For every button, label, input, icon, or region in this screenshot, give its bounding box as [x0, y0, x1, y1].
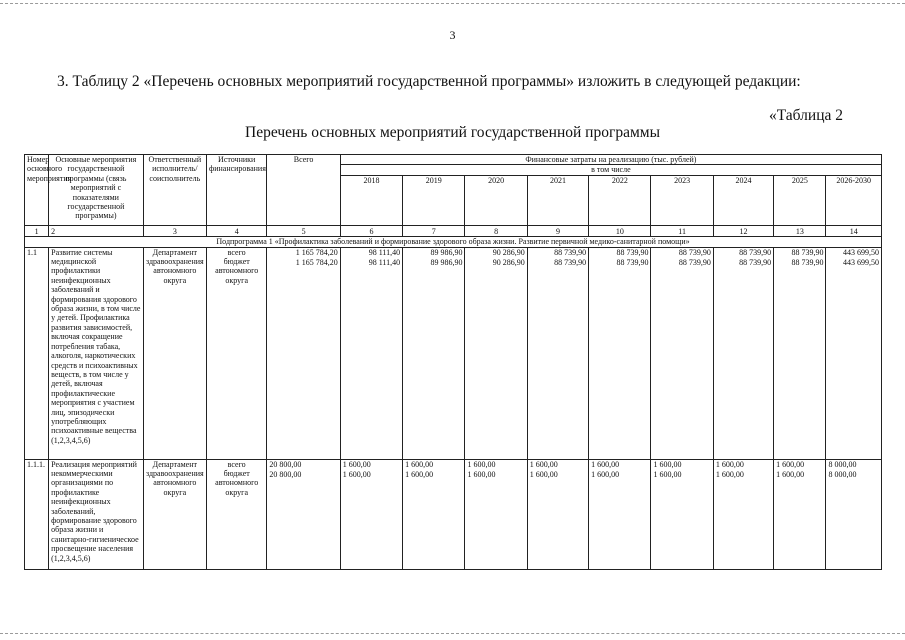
value-total: 89 986,90	[430, 247, 463, 257]
year-2019-values	[403, 247, 465, 459]
value-budget: 1 600,00	[653, 469, 682, 479]
header-number: Номер основного мероприятия	[25, 155, 49, 226]
column-number: 7	[403, 225, 465, 236]
year-2018-values	[340, 459, 402, 569]
year-2020-values	[465, 459, 527, 569]
value-total: 8 000,00	[828, 459, 857, 469]
value-total: 1 600,00	[529, 459, 558, 469]
value-total: 1 600,00	[591, 459, 620, 469]
source-total: всего	[227, 247, 246, 257]
value-budget: 98 111,40	[368, 257, 401, 267]
column-number: 6	[340, 225, 402, 236]
value-total: 1 600,00	[342, 459, 371, 469]
header-measures: Основные мероприятия государственной программы (связь мероприятий с показателями государственной программы)	[49, 155, 144, 226]
column-number: 8	[465, 225, 527, 236]
header-year-2022: 2022	[589, 175, 651, 225]
value-budget: 88 739,90	[554, 257, 587, 267]
value-budget: 1 165 784,20	[295, 257, 338, 267]
column-number: 4	[207, 225, 267, 236]
header-year-2026-2030: 2026-2030	[826, 175, 882, 225]
table-row	[25, 247, 882, 459]
column-number: 10	[589, 225, 651, 236]
header-year-2018: 2018	[340, 175, 402, 225]
total-values	[267, 247, 340, 459]
measures-table	[24, 154, 882, 570]
value-total: 1 600,00	[405, 459, 434, 469]
value-budget: 8 000,00	[828, 469, 857, 479]
year-2023-values	[651, 247, 713, 459]
value-total: 88 739,90	[791, 247, 824, 257]
column-number: 3	[143, 225, 206, 236]
year-2022-values	[589, 459, 651, 569]
scan-edge-bottom	[0, 633, 905, 634]
value-total: 88 739,90	[739, 247, 772, 257]
year-2024-values	[713, 459, 773, 569]
table-caption: «Таблица 2	[768, 107, 843, 124]
measure-name: Реализация мероприятий некоммерческими организациями по профилактике неинфекционных заболеваний, формирование здорового образа жизни и санитарно-гигиеническое просвещение населения (1,2,3,4,5,6)	[49, 459, 144, 569]
column-number: 1	[25, 225, 49, 236]
column-number: 9	[527, 225, 588, 236]
value-budget: 1 600,00	[776, 469, 805, 479]
header-year-2025: 2025	[774, 175, 826, 225]
value-budget: 1 600,00	[529, 469, 558, 479]
year-2021-values	[527, 247, 588, 459]
year-2024-values	[713, 247, 773, 459]
header-year-2021: 2021	[527, 175, 588, 225]
source-budget: бюджет автономного округа	[215, 469, 259, 497]
value-total: 20 800,00	[269, 459, 302, 469]
value-total: 98 111,40	[368, 247, 401, 257]
value-total: 1 600,00	[715, 459, 744, 469]
column-number: 13	[774, 225, 826, 236]
value-total: 1 165 784,20	[295, 247, 338, 257]
row-number: 1.1	[25, 247, 49, 459]
total-values	[267, 459, 340, 569]
year-2026-2030-values	[826, 459, 882, 569]
table-row	[25, 459, 882, 569]
year-2019-values	[403, 459, 465, 569]
header-executor: Ответственный исполнитель/ соисполнитель	[143, 155, 206, 226]
source-total: всего	[227, 459, 246, 469]
value-total: 1 600,00	[653, 459, 682, 469]
header-including: в том числе	[340, 165, 881, 175]
column-number: 14	[826, 225, 882, 236]
header-source: Источники финансирования	[207, 155, 267, 226]
value-budget: 1 600,00	[591, 469, 620, 479]
header-year-2023: 2023	[651, 175, 713, 225]
value-total: 88 739,90	[554, 247, 587, 257]
value-total: 1 600,00	[467, 459, 496, 469]
year-2021-values	[527, 459, 588, 569]
intro-paragraph: 3. Таблицу 2 «Перечень основных мероприятий государственной программы» изложить в следующей редакции:	[57, 73, 801, 90]
value-total: 443 699,50	[843, 247, 879, 257]
value-total: 88 739,90	[616, 247, 649, 257]
value-total: 90 286,90	[492, 247, 525, 257]
value-budget: 89 986,90	[430, 257, 463, 267]
funding-source	[207, 459, 267, 569]
value-budget: 88 739,90	[678, 257, 711, 267]
year-2026-2030-values	[826, 247, 882, 459]
value-budget: 1 600,00	[342, 469, 371, 479]
column-number: 11	[651, 225, 713, 236]
header-total: Всего	[267, 155, 340, 226]
value-budget: 90 286,90	[492, 257, 525, 267]
header-year-2020: 2020	[465, 175, 527, 225]
source-budget: бюджет автономного округа	[215, 257, 259, 285]
measure-name: Развитие системы медицинской профилактики неинфекционных заболеваний и формирования здорового образа жизни, в том числе у детей. Профилактика развития зависимостей, включая сокращение потребления табака, алкоголя, наркотических средств и психоактивных веществ, в том числе у детей, включая профилактические мероприятия с участием лиц, эпизодически употребляющих психоактивные вещества (1,2,3,4,5,6)	[49, 247, 144, 459]
header-year-2019: 2019	[403, 175, 465, 225]
page-number: 3	[449, 28, 456, 42]
value-budget: 1 600,00	[467, 469, 496, 479]
year-2018-values	[340, 247, 402, 459]
value-budget: 88 739,90	[791, 257, 824, 267]
value-budget: 20 800,00	[269, 469, 302, 479]
header-finance: Финансовые затраты на реализацию (тыс. рублей)	[340, 155, 881, 165]
value-total: 88 739,90	[678, 247, 711, 257]
value-budget: 88 739,90	[616, 257, 649, 267]
value-budget: 1 600,00	[405, 469, 434, 479]
column-number-row	[25, 225, 882, 236]
table-title: Перечень основных мероприятий государственной программы	[245, 124, 660, 141]
value-budget: 88 739,90	[739, 257, 772, 267]
scan-edge-top	[0, 3, 905, 4]
subprogram-title: Подпрограмма 1 «Профилактика заболеваний и формирование здорового образа жизни. Развитие первичной медико-санитарной помощи»	[25, 237, 882, 247]
funding-source	[207, 247, 267, 459]
column-number: 2	[49, 225, 144, 236]
value-budget: 443 699,50	[843, 257, 879, 267]
year-2025-values	[774, 459, 826, 569]
header-year-2024: 2024	[713, 175, 773, 225]
column-number: 5	[267, 225, 340, 236]
value-budget: 1 600,00	[715, 469, 744, 479]
row-number: 1.1.1.	[25, 459, 49, 569]
year-2025-values	[774, 247, 826, 459]
year-2022-values	[589, 247, 651, 459]
executor: Департамент здравоохранения автономного округа	[143, 247, 206, 459]
value-total: 1 600,00	[776, 459, 805, 469]
column-number: 12	[713, 225, 773, 236]
year-2023-values	[651, 459, 713, 569]
executor: Департамент здравоохранения автономного округа	[143, 459, 206, 569]
year-2020-values	[465, 247, 527, 459]
